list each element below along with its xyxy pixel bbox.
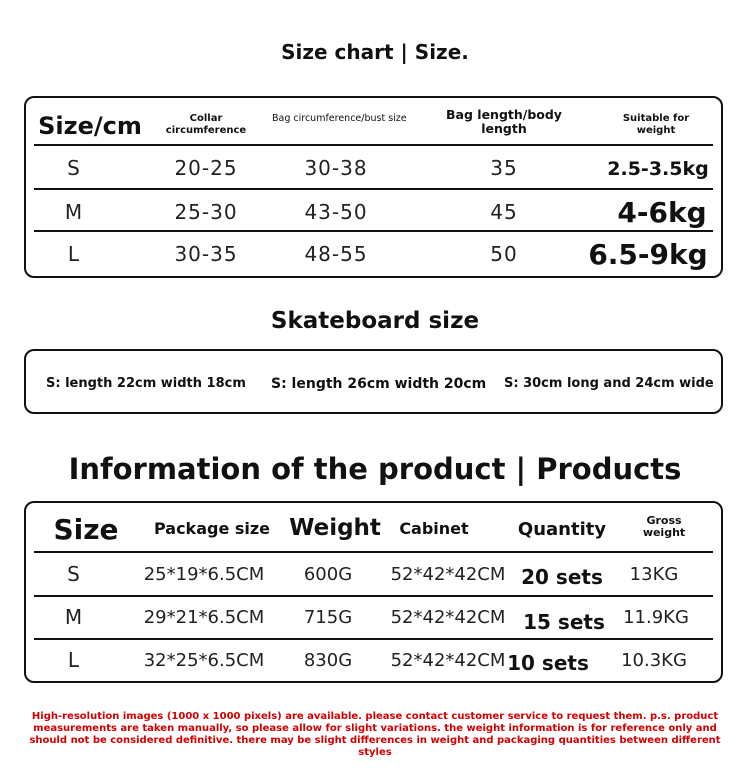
collar-header: Collar circumference bbox=[165, 113, 247, 136]
gross-l: 10.3KG bbox=[621, 650, 687, 671]
pi-size-m: M bbox=[64, 605, 84, 629]
package-s: 25*19*6.5CM bbox=[143, 564, 265, 585]
bag-len-l: 50 bbox=[490, 242, 518, 266]
row-divider bbox=[34, 188, 713, 190]
weight-l: 6.5-9kg bbox=[588, 238, 708, 271]
size-chart-table bbox=[24, 96, 723, 278]
row-divider bbox=[34, 638, 713, 640]
product-info-table bbox=[24, 501, 723, 683]
gross-header: Gross weight bbox=[642, 514, 686, 539]
bag-circ-header: Bag circumference/bust size bbox=[272, 113, 407, 124]
cabinet-m: 52*42*42CM bbox=[390, 607, 506, 628]
row-divider bbox=[34, 595, 713, 597]
size-m: M bbox=[64, 200, 84, 224]
bag-len-s: 35 bbox=[490, 156, 518, 180]
bag-circ-m: 43-50 bbox=[304, 200, 368, 224]
header-divider bbox=[34, 144, 713, 146]
package-header: Package size bbox=[153, 519, 271, 538]
pi-size-s: S bbox=[67, 562, 81, 586]
quantity-m: 15 sets bbox=[523, 610, 605, 634]
package-l: 32*25*6.5CM bbox=[143, 650, 265, 671]
skate-size-1: S: length 22cm width 18cm bbox=[46, 376, 246, 391]
size-header: Size/cm bbox=[38, 112, 142, 140]
size-chart-title: Size chart | Size. bbox=[281, 40, 469, 64]
size-s: S bbox=[67, 156, 81, 180]
header-divider bbox=[34, 551, 713, 553]
skateboard-box bbox=[24, 349, 723, 414]
collar-s: 20-25 bbox=[174, 156, 238, 180]
bag-circ-l: 48-55 bbox=[304, 242, 368, 266]
bag-len-m: 45 bbox=[490, 200, 518, 224]
product-info-title: Information of the product | Products bbox=[68, 452, 682, 486]
skate-size-2: S: length 26cm width 20cm bbox=[271, 376, 487, 392]
suitable-header: Suitable for weight bbox=[622, 113, 690, 136]
weight-header: Weight bbox=[289, 515, 381, 541]
size-l: L bbox=[67, 242, 81, 266]
quantity-header: Quantity bbox=[517, 519, 607, 540]
bag-len-header: Bag length/body length bbox=[446, 107, 562, 136]
pi-weight-m: 715G bbox=[303, 607, 353, 628]
bag-circ-s: 30-38 bbox=[304, 156, 368, 180]
weight-s: 2.5-3.5kg bbox=[607, 158, 709, 180]
pi-weight-s: 600G bbox=[303, 564, 353, 585]
cabinet-l: 52*42*42CM bbox=[390, 650, 506, 671]
package-m: 29*21*6.5CM bbox=[143, 607, 265, 628]
weight-m: 4-6kg bbox=[617, 196, 707, 229]
skateboard-title: Skateboard size bbox=[270, 308, 480, 334]
pi-size-l: L bbox=[67, 648, 81, 672]
collar-m: 25-30 bbox=[174, 200, 238, 224]
gross-m: 11.9KG bbox=[623, 607, 689, 628]
gross-s: 13KG bbox=[629, 564, 679, 585]
skate-size-3: S: 30cm long and 24cm wide bbox=[504, 376, 714, 391]
disclaimer-note: High-resolution images (1000 x 1000 pixels) are available. please contact customer service to request them. p.s. product measurements are taken manually, so please allow for slight variations. the weight information is for reference only and should not be considered definitive. there may be slight differences in weight and packaging quantities between different styles bbox=[29, 711, 721, 758]
cabinet-header: Cabinet bbox=[399, 519, 469, 538]
collar-l: 30-35 bbox=[174, 242, 238, 266]
quantity-l: 10 sets bbox=[507, 651, 589, 675]
quantity-s: 20 sets bbox=[521, 565, 603, 589]
pi-weight-l: 830G bbox=[303, 650, 353, 671]
cabinet-s: 52*42*42CM bbox=[390, 564, 506, 585]
pi-size-header: Size bbox=[53, 513, 119, 546]
row-divider bbox=[34, 230, 713, 232]
